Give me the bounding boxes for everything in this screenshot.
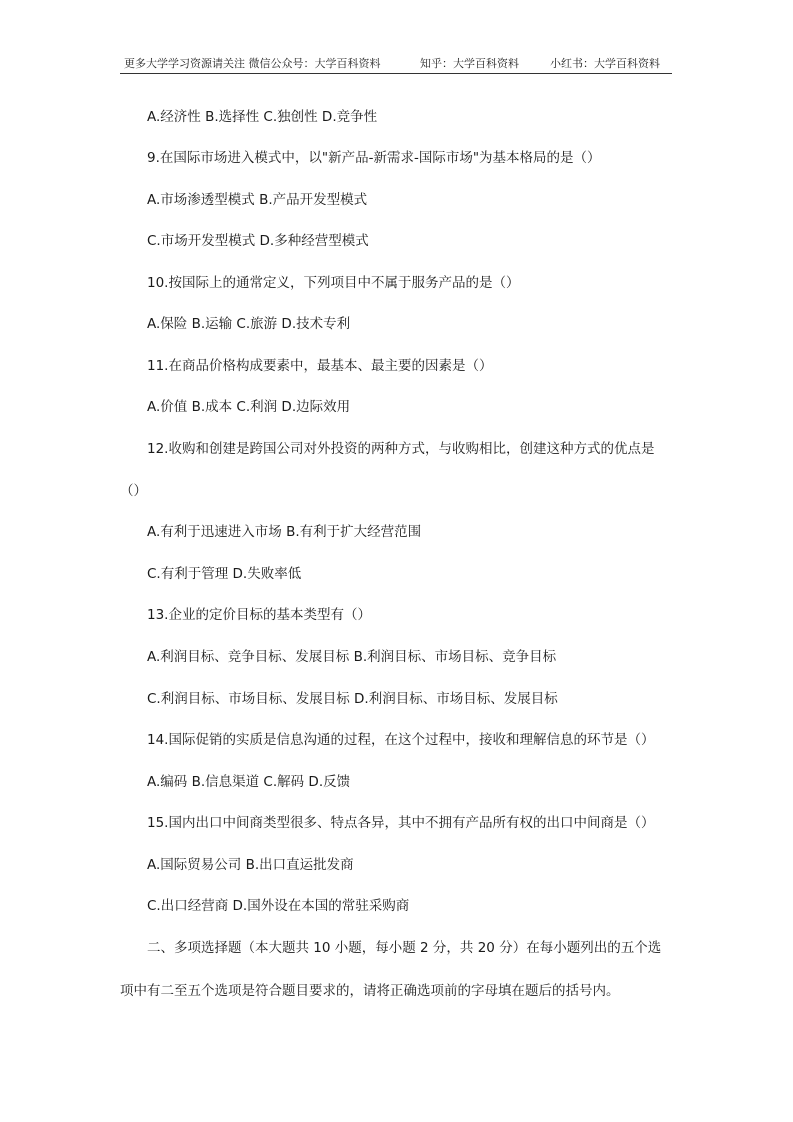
q12-options-row1: A.有利于迅速进入市场 B.有利于扩大经营范围 xyxy=(147,524,422,540)
q10-question: 10.按国际上的通常定义，下列项目中不属于服务产品的是（） xyxy=(147,275,520,291)
q15-question: 15.国内出口中间商类型很多、特点各异，其中不拥有产品所有权的出口中间商是（） xyxy=(147,815,655,831)
q11-options: A.价值 B.成本 C.利润 D.边际效用 xyxy=(147,399,351,415)
header-promo-wechat: 更多大学学习资源请关注 微信公众号：大学百科资料 xyxy=(124,57,381,70)
section2-heading-line2: 项中有二至五个选项是符合题目要求的，请将正确选项前的字母填在题后的括号内。 xyxy=(120,983,620,999)
header-promo-zhihu: 知乎：大学百科资料 xyxy=(420,57,519,70)
q9-question: 9.在国际市场进入模式中，以"新产品-新需求-国际市场"为基本格局的是（） xyxy=(147,150,601,166)
q14-question: 14.国际促销的实质是信息沟通的过程，在这个过程中，接收和理解信息的环节是（） xyxy=(147,732,655,748)
page-header xyxy=(120,52,672,72)
q13-options-row1: A.利润目标、竞争目标、发展目标 B.利润目标、市场目标、竞争目标 xyxy=(147,649,557,665)
q14-options: A.编码 B.信息渠道 C.解码 D.反馈 xyxy=(147,774,351,790)
q8-options: A.经济性 B.选择性 C.独创性 D.竞争性 xyxy=(147,109,378,125)
q12-options-row2: C.有利于管理 D.失败率低 xyxy=(147,566,302,582)
q15-options-row2: C.出口经营商 D.国外设在本国的常驻采购商 xyxy=(147,898,410,914)
q12-question-line1: 12.收购和创建是跨国公司对外投资的两种方式，与收购相比，创建这种方式的优点是 xyxy=(147,441,655,457)
q12-question-line2: （） xyxy=(120,483,147,499)
q9-options-row2: C.市场开发型模式 D.多种经营型模式 xyxy=(147,233,369,249)
q15-options-row1: A.国际贸易公司 B.出口直运批发商 xyxy=(147,857,354,873)
q10-options: A.保险 B.运输 C.旅游 D.技术专利 xyxy=(147,316,351,332)
header-promo-xiaohongshu: 小红书：大学百科资料 xyxy=(550,57,660,70)
q13-question: 13.企业的定价目标的基本类型有（） xyxy=(147,607,371,623)
section2-heading-line1: 二、多项选择题（本大题共 10 小题，每小题 2 分，共 20 分）在每小题列出的五个选 xyxy=(147,940,662,956)
q13-options-row2: C.利润目标、市场目标、发展目标 D.利润目标、市场目标、发展目标 xyxy=(147,691,558,707)
q9-options-row1: A.市场渗透型模式 B.产品开发型模式 xyxy=(147,192,368,208)
q11-question: 11.在商品价格构成要素中，最基本、最主要的因素是（） xyxy=(147,358,493,374)
header-divider xyxy=(120,73,672,74)
